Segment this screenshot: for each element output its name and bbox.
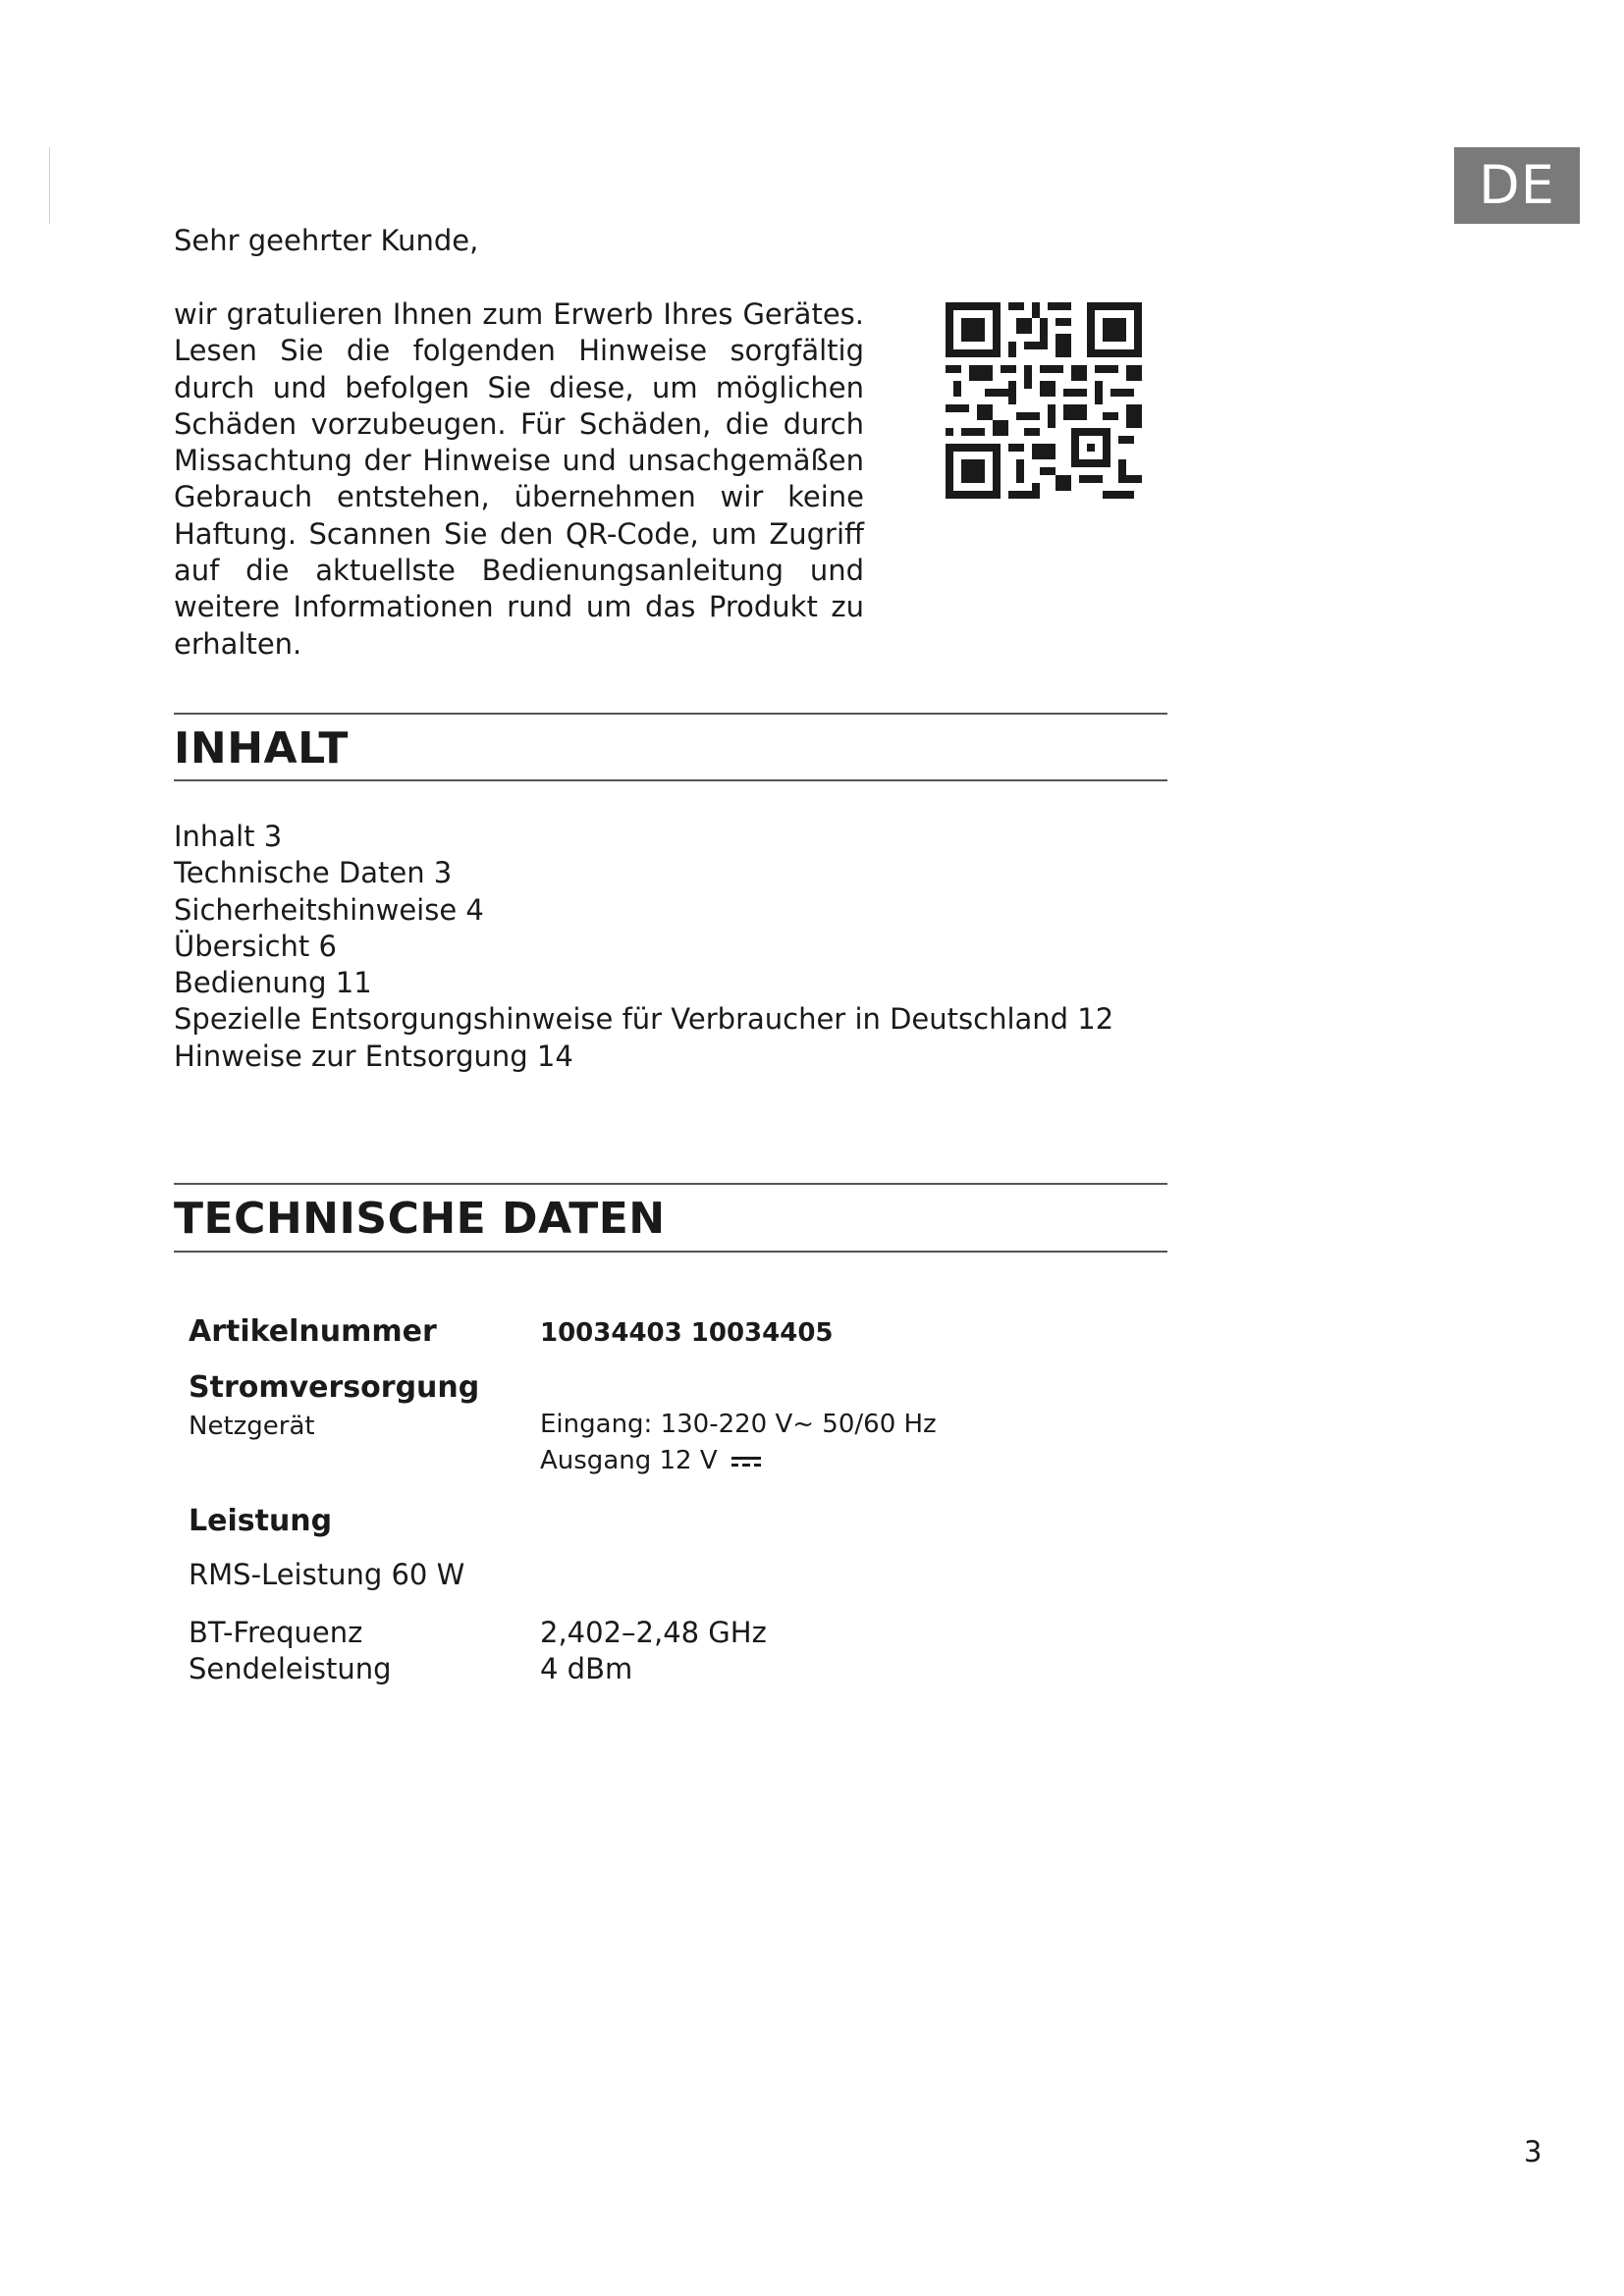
language-tab: DE bbox=[1454, 147, 1580, 224]
margin-rule bbox=[49, 147, 50, 224]
qr-code-icon bbox=[946, 302, 1142, 499]
intro-paragraph: wir gratulieren Ihnen zum Erwerb Ihres Gerätes. Lesen Sie die folgenden Hinweise sorgfältig durch und befolgen Sie diese, um möglichen Schäden vorzubeugen. Für Schäden, die durch Missachtung der Hinweise und unsachgemäßen Gebrauch entstehen, übernehmen wir keine Haftung. Scannen Sie den QR-Code, um Zugriff auf die aktuellste Bedienungsanleitung und weitere Informationen rund um das Produkt zu erhalten. bbox=[174, 297, 864, 661]
sendeleistung-label: Sendeleistung bbox=[189, 1652, 392, 1685]
toc-item: Hinweise zur Entsorgung 14 bbox=[174, 1039, 573, 1073]
leistung-label: Leistung bbox=[189, 1504, 333, 1538]
toc-item: Technische Daten 3 bbox=[174, 856, 453, 890]
bt-frequenz-label: BT-Frequenz bbox=[189, 1616, 363, 1649]
ausgang-row bbox=[540, 1446, 761, 1475]
table-of-contents bbox=[174, 819, 1113, 1075]
section-rule bbox=[174, 1183, 1167, 1185]
inhalt-heading: INHALT bbox=[174, 723, 349, 774]
toc-item: Bedienung 11 bbox=[174, 966, 372, 1000]
toc-item: Spezielle Entsorgungshinweise für Verbraucher in Deutschland 12 bbox=[174, 1002, 1114, 1037]
greeting: Sehr geehrter Kunde, bbox=[174, 224, 479, 257]
sendeleistung-value: 4 dBm bbox=[540, 1652, 633, 1685]
netzgeraet-label: Netzgerät bbox=[189, 1412, 315, 1441]
ausgang-value: Ausgang 12 V bbox=[540, 1446, 718, 1475]
section-rule bbox=[174, 779, 1167, 781]
toc-item: Sicherheitshinweise 4 bbox=[174, 892, 484, 927]
bt-frequenz-value: 2,402–2,48 GHz bbox=[540, 1616, 767, 1649]
toc-item: Inhalt 3 bbox=[174, 820, 283, 853]
rms-leistung: RMS-Leistung 60 W bbox=[189, 1558, 465, 1591]
page-number: 3 bbox=[1524, 2135, 1543, 2168]
stromversorgung-label: Stromversorgung bbox=[189, 1370, 480, 1405]
toc-item: Übersicht 6 bbox=[174, 929, 337, 963]
section-rule bbox=[174, 713, 1167, 715]
artikelnummer-value: 10034403 10034405 bbox=[540, 1318, 834, 1348]
artikelnummer-label: Artikelnummer bbox=[189, 1314, 437, 1349]
technische-daten-heading: TECHNISCHE DATEN bbox=[174, 1194, 666, 1244]
section-rule bbox=[174, 1251, 1167, 1253]
dc-symbol-icon bbox=[731, 1454, 761, 1469]
eingang-value: Eingang: 130-220 V~ 50/60 Hz bbox=[540, 1410, 937, 1439]
